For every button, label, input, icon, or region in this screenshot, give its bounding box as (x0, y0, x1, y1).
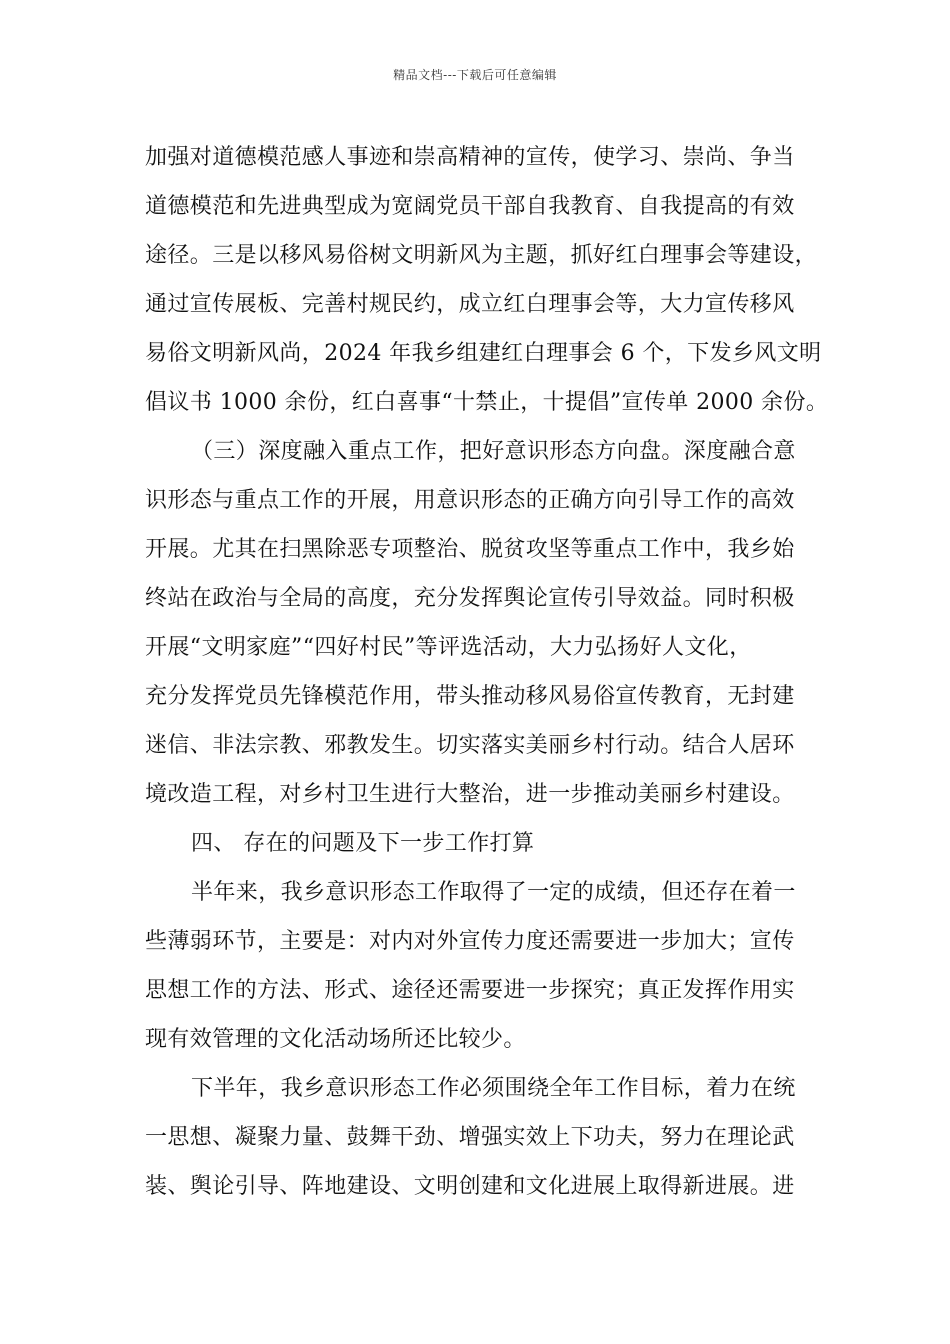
paragraph-line: 半年来，我乡意识形态工作取得了一定的成绩，但还存在着一 (191, 880, 796, 905)
page-header: 精品文档---下载后可任意编辑 (393, 68, 557, 82)
paragraph-line: 通过宣传展板、完善村规民约，成立红白理事会等，大力宣传移风 (145, 292, 795, 317)
paragraph-line: （三）深度融入重点工作，把好意识形态方向盘。深度融合意 (191, 439, 796, 464)
paragraph-line: 境改造工程，对乡村卫生进行大整治，进一步推动美丽乡村建设。 (145, 782, 795, 807)
paragraph-line: 思想工作的方法、形式、途径还需要进一步探究；真正发挥作用实 (145, 978, 795, 1003)
paragraph-line: 终站在政治与全局的高度，充分发挥舆论宣传引导效益。同时积极 (145, 586, 795, 611)
paragraph-line: 充分发挥党员先锋模范作用，带头推动移风易俗宣传教育，无封建 (145, 684, 795, 709)
document-body (145, 133, 829, 1211)
paragraph-line: 开展。尤其在扫黑除恶专项整治、脱贫攻坚等重点工作中，我乡始 (145, 537, 795, 562)
paragraph-line: 迷信、非法宗教、邪教发生。切实落实美丽乡村行动。结合人居环 (145, 733, 795, 758)
paragraph-line: 些薄弱环节，主要是：对内对外宣传力度还需要进一步加大；宣传 (145, 929, 795, 954)
section-heading: 四、 存在的问题及下一步工作打算 (191, 831, 535, 856)
paragraph-line: 易俗文明新风尚，2024 年我乡组建红白理事会 6 个，下发乡风文明 (145, 341, 822, 366)
paragraph-line: 加强对道德模范感人事迹和崇高精神的宣传，使学习、崇尚、争当 (145, 145, 795, 170)
paragraph-line: 识形态与重点工作的开展，用意识形态的正确方向引导工作的高效 (145, 488, 795, 513)
paragraph-line: 开展“文明家庭”“四好村民”等评选活动，大力弘扬好人文化， (145, 635, 752, 660)
paragraph-line: 倡议书 1000 余份，红白喜事“十禁止，十提倡”宣传单 2000 余份。 (145, 390, 829, 415)
paragraph-line: 装、舆论引导、阵地建设、文明创建和文化进展上取得新进展。进 (145, 1174, 795, 1199)
paragraph-line: 下半年，我乡意识形态工作必须围绕全年工作目标，着力在统 (191, 1076, 796, 1101)
paragraph-line: 途径。三是以移风易俗树文明新风为主题，抓好红白理事会等建设， (145, 243, 818, 268)
paragraph-line: 道德模范和先进典型成为宽阔党员干部自我教育、自我提高的有效 (145, 194, 795, 219)
paragraph-line: 一思想、凝聚力量、鼓舞干劲、增强实效上下功夫，努力在理论武 (145, 1125, 795, 1150)
paragraph-line: 现有效管理的文化活动场所还比较少。 (145, 1027, 526, 1052)
